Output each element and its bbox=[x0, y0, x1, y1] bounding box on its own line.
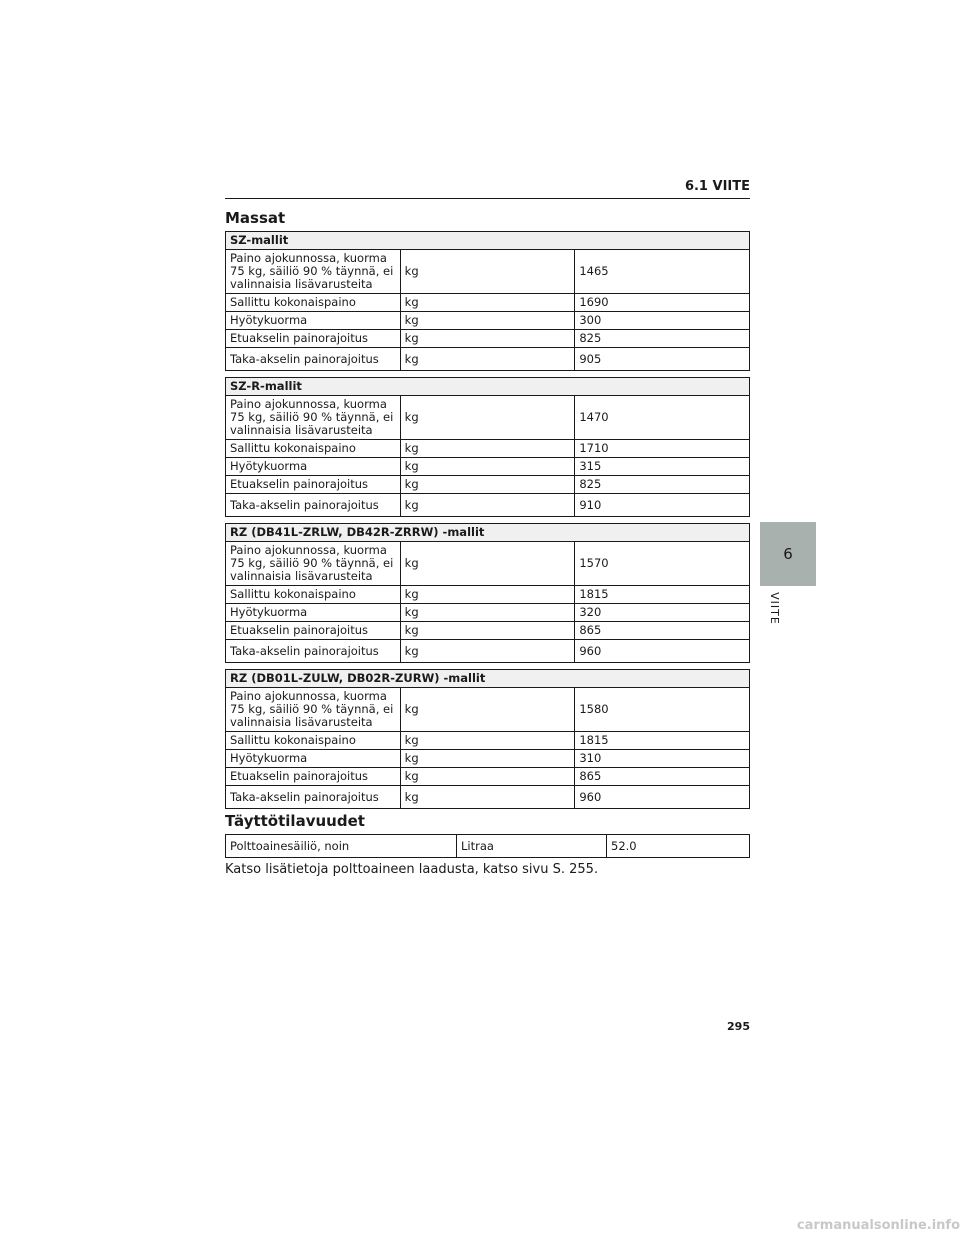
row-value: 910 bbox=[575, 494, 750, 517]
row-label: Hyötykuorma bbox=[226, 604, 401, 622]
row-value: 1815 bbox=[575, 586, 750, 604]
section-header: 6.1 VIITE bbox=[225, 178, 750, 199]
row-label: Paino ajokunnossa, kuorma 75 kg, säiliö 90 % täynnä, ei valinnaisia lisävarusteita bbox=[226, 542, 401, 586]
row-label: Taka-akselin painorajoitus bbox=[226, 786, 401, 809]
row-value: 52.0 bbox=[607, 835, 750, 858]
row-value: 310 bbox=[575, 750, 750, 768]
row-label: Paino ajokunnossa, kuorma 75 kg, säiliö 90 % täynnä, ei valinnaisia lisävarusteita bbox=[226, 250, 401, 294]
table-caption: RZ (DB41L-ZRLW, DB42R-ZRRW) -mallit bbox=[226, 524, 750, 542]
row-label: Hyötykuorma bbox=[226, 750, 401, 768]
row-label: Sallittu kokonaispaino bbox=[226, 440, 401, 458]
row-value: 1580 bbox=[575, 688, 750, 732]
row-label: Taka-akselin painorajoitus bbox=[226, 348, 401, 371]
spec-table-sz bbox=[225, 231, 750, 371]
table-caption: SZ-R-mallit bbox=[226, 378, 750, 396]
row-value: 1570 bbox=[575, 542, 750, 586]
row-label: Paino ajokunnossa, kuorma 75 kg, säiliö 90 % täynnä, ei valinnaisia lisävarusteita bbox=[226, 688, 401, 732]
row-label: Hyötykuorma bbox=[226, 312, 401, 330]
row-unit: kg bbox=[400, 622, 575, 640]
table-row bbox=[226, 732, 750, 750]
row-value: 300 bbox=[575, 312, 750, 330]
row-unit: kg bbox=[400, 750, 575, 768]
row-unit: kg bbox=[400, 458, 575, 476]
chapter-tab: 6 bbox=[760, 522, 816, 586]
row-unit: kg bbox=[400, 294, 575, 312]
table-row bbox=[226, 294, 750, 312]
table-row bbox=[226, 622, 750, 640]
row-value: 1815 bbox=[575, 732, 750, 750]
row-unit: kg bbox=[400, 476, 575, 494]
row-label: Taka-akselin painorajoitus bbox=[226, 640, 401, 663]
masses-title: Massat bbox=[225, 209, 286, 227]
row-unit: kg bbox=[400, 348, 575, 371]
table-row bbox=[226, 330, 750, 348]
row-unit: kg bbox=[400, 250, 575, 294]
row-unit: kg bbox=[400, 542, 575, 586]
row-unit: kg bbox=[400, 768, 575, 786]
row-unit: kg bbox=[400, 732, 575, 750]
row-label: Etuakselin painorajoitus bbox=[226, 622, 401, 640]
row-label: Etuakselin painorajoitus bbox=[226, 330, 401, 348]
row-label: Sallittu kokonaispaino bbox=[226, 294, 401, 312]
row-label: Sallittu kokonaispaino bbox=[226, 586, 401, 604]
row-value: 825 bbox=[575, 476, 750, 494]
table-row bbox=[226, 586, 750, 604]
row-label: Etuakselin painorajoitus bbox=[226, 768, 401, 786]
table-row bbox=[226, 476, 750, 494]
table-row bbox=[226, 768, 750, 786]
table-row bbox=[226, 786, 750, 809]
table-caption: SZ-mallit bbox=[226, 232, 750, 250]
capacities-title: Täyttötilavuudet bbox=[225, 812, 365, 830]
table-row bbox=[226, 604, 750, 622]
row-unit: Litraa bbox=[457, 835, 607, 858]
row-value: 1470 bbox=[575, 396, 750, 440]
spec-table-sz-r bbox=[225, 377, 750, 517]
row-label: Taka-akselin painorajoitus bbox=[226, 494, 401, 517]
table-row bbox=[226, 348, 750, 371]
row-unit: kg bbox=[400, 312, 575, 330]
table-row bbox=[226, 458, 750, 476]
table-row bbox=[226, 396, 750, 440]
capacities-table bbox=[225, 834, 750, 858]
watermark: carmanualsonline.info bbox=[796, 1218, 960, 1233]
table-caption: RZ (DB01L-ZULW, DB02R-ZURW) -mallit bbox=[226, 670, 750, 688]
fuel-quality-note: Katso lisätietoja polttoaineen laadusta, katso sivu S. 255. bbox=[225, 862, 599, 877]
row-value: 1690 bbox=[575, 294, 750, 312]
row-unit: kg bbox=[400, 786, 575, 809]
row-unit: kg bbox=[400, 688, 575, 732]
row-value: 1465 bbox=[575, 250, 750, 294]
row-value: 315 bbox=[575, 458, 750, 476]
page-number: 295 bbox=[727, 1020, 750, 1033]
table-row bbox=[226, 688, 750, 732]
row-unit: kg bbox=[400, 640, 575, 663]
spec-table-rz-db01l bbox=[225, 669, 750, 809]
table-row bbox=[226, 750, 750, 768]
row-value: 960 bbox=[575, 786, 750, 809]
table-row bbox=[226, 250, 750, 294]
table-row bbox=[226, 542, 750, 586]
row-unit: kg bbox=[400, 396, 575, 440]
row-value: 960 bbox=[575, 640, 750, 663]
table-row bbox=[226, 440, 750, 458]
row-value: 865 bbox=[575, 622, 750, 640]
row-value: 825 bbox=[575, 330, 750, 348]
row-unit: kg bbox=[400, 494, 575, 517]
row-value: 865 bbox=[575, 768, 750, 786]
row-unit: kg bbox=[400, 604, 575, 622]
row-label: Etuakselin painorajoitus bbox=[226, 476, 401, 494]
table-row bbox=[226, 494, 750, 517]
row-label: Paino ajokunnossa, kuorma 75 kg, säiliö 90 % täynnä, ei valinnaisia lisävarusteita bbox=[226, 396, 401, 440]
spec-table-rz-db41l bbox=[225, 523, 750, 663]
table-row bbox=[226, 835, 750, 858]
row-label: Polttoainesäiliö, noin bbox=[226, 835, 457, 858]
chapter-label bbox=[760, 590, 788, 626]
row-value: 320 bbox=[575, 604, 750, 622]
chapter-label-text: VIITE bbox=[767, 591, 781, 625]
row-unit: kg bbox=[400, 586, 575, 604]
table-row bbox=[226, 640, 750, 663]
row-label: Sallittu kokonaispaino bbox=[226, 732, 401, 750]
row-label: Hyötykuorma bbox=[226, 458, 401, 476]
row-unit: kg bbox=[400, 440, 575, 458]
row-value: 1710 bbox=[575, 440, 750, 458]
row-value: 905 bbox=[575, 348, 750, 371]
table-row bbox=[226, 312, 750, 330]
row-unit: kg bbox=[400, 330, 575, 348]
